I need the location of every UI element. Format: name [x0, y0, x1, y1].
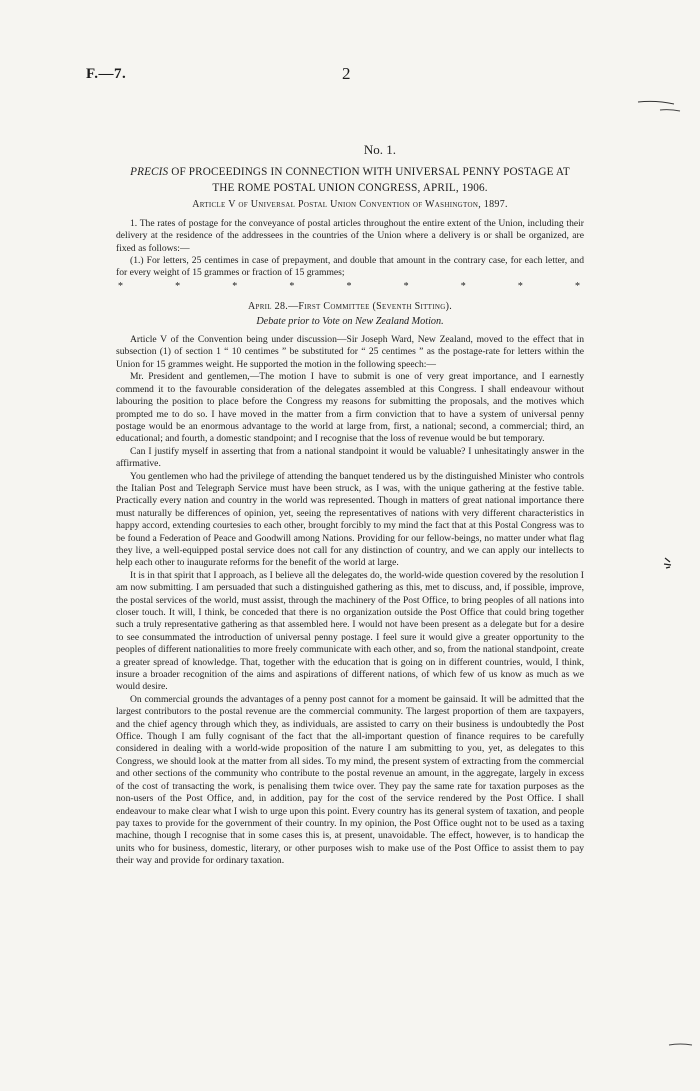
debate-title: Debate prior to Vote on New Zealand Motion. [256, 315, 444, 327]
session-title: April 28.—First Committee (Seventh Sitting). [247, 301, 453, 313]
body-paragraph: You gentlemen who had the privilege of attending the banquet tendered us by the distinguished Minister who controls the Italian Post and Telegraph Service must have been struck, as I was, with the unique gathering at the festive table. Practically every nation and country in the world was represented. Though in matters of great national importance there must naturally be differences of opinion, yet, seeing the representatives of nations with very different characteristics in happy accord, extending courtesies to each other, brought forcibly to my mind the fact that at this Postal Congress was to be found a Federation of Peace and Goodwill among Nations. Providing for our fellow-beings, no matter under what flag they live, a well-equipped postal service does not call for any distinction of country, and we can apply our intellects to help each other to inaugurate reforms for the benefit of the world at large. [116, 470, 584, 569]
margin-stroke-mark-lower [668, 1040, 694, 1050]
heading-precis: PRECIS [130, 166, 169, 179]
asterisk: * [289, 280, 295, 292]
asterisk: * [517, 280, 523, 292]
heading-line-2: THE ROME POSTAL UNION CONGRESS, APRIL, 1906. [212, 182, 488, 195]
heading-line-1: OF PROCEEDINGS IN CONNECTION WITH UNIVERSAL PENNY POSTAGE AT [168, 166, 570, 179]
asterisk: * [346, 280, 352, 292]
body-paragraph: Article V of the Convention being under discussion—Sir Joseph Ward, New Zealand, moved to the effect that in subsection (1) of section 1 “ 10 centimes ” be substituted for “ 25 centimes ” as the postage-rate for letters within the Union for 15 grammes weight. He supported the motion in the following speech:— [116, 334, 584, 370]
document-heading [96, 164, 604, 196]
asterisk: * [403, 280, 409, 292]
margin-stroke-mark [636, 96, 686, 116]
article-title: Article V of Universal Postal Union Convention of Washington, 1897. [192, 199, 508, 211]
body-paragraph: It is in that spirit that I approach, as I believe all the delegates do, the world-wide question covered by the resolution I am now submitting. I am persuaded that such a distinguished gathering as this, met to discuss, and, if possible, improve, the postal services of the world, must assist, through the machinery of the Post Office, to bring peoples of all nations into closer touch. It will, I think, be conceded that there is no organization outside the Post Office that could bring together such a truly representative gathering as that assembled here. I would not have been present as a delegate but for a desire to see consummated the introduction of universal penny postage. I feel sure it would give a greater opportunity to the peoples of different nationalities to more freely communicate with each other, and so, from the national standpoint, create a greater spread of knowledge. That, together with the education that is going on in different countries, would, I think, insure a broader recognition of the aims and aspirations of different nations, of which few of us know as much as we would desire. [116, 569, 584, 693]
asterisk: * [575, 280, 580, 292]
body-paragraph: Can I justify myself in asserting that from a national standpoint it would be valuable? I unhesitatingly answer in the affirmative. [116, 445, 584, 470]
page-number: 2 [342, 64, 351, 83]
document-body [116, 144, 584, 868]
asterisk-separator [116, 280, 580, 295]
document-number: No. 1. [363, 142, 397, 157]
margin-ink-mark [662, 556, 674, 570]
body-paragraph: Mr. President and gentlemen,—The motion I have to submit is one of very great importance, and I earnestly commend it to the favourable consideration of the delegates assembled at this Congress. I shall endeavour without labouring the position to place before the Congress my reasons for submitting the proposals, and the motives which prompted me to do so. I have moved in the matter from a firm conviction that to have a system of universal penny postage would be an enormous advantage to the world at large from, first, a national; second, a commercial; third, an educational; and fourth, a domestic standpoint; and I recognise that the loss of revenue would be but temporary. [116, 371, 584, 445]
article-paragraph-1: 1. The rates of postage for the conveyance of postal articles throughout the entire extent of the Union, including their delivery at the residence of the addressees in the countries of the Union where a delivery is or shall be organized, are fixed as follows:— [116, 217, 584, 254]
asterisk: * [175, 280, 181, 292]
body-paragraph: On commercial grounds the advantages of a penny post cannot for a moment be gainsaid. It will be admitted that the largest contributors to the postal revenue are the commercial community. The largest proportion of them are taxpayers, and the chief agency through which they, as individuals, are assisted to carry on their business is undoubtedly the Post Office. Though I am fully cognisant of the fact that the all-important question of finance requires to be carefully considered in dealing with a world-wide proposition of the nature I am submitting to you, yet, as delegates to this Congress, we should look at the matter from all sides. To my mind, the present system of extracting from the commercial and other sections of the community who contribute to the postal revenue an amount, in the aggregate, largely in excess of the cost of transacting the work, is penalising them twice over. They pay the same rate for taxation purposes as the non-users of the Post Office, and, in addition, pay for the cost of the service rendered by the Post Office. I shall endeavour to make clear what I wish to urge upon this point. Every country has its general system of taxation, and people pay taxes to provide for the government of their country. In my opinion, the Post Office ought not to be used as a taxing machine, though I recognise that in some cases this is, at present, unavoidable. The effect, however, is to handicap the units who for business, domestic, literary, or other purposes wish to make use of the Post Office to assist them to pay their way and provide for ordinary taxation. [116, 693, 584, 867]
article-paragraph-2: (1.) For letters, 25 centimes in case of prepayment, and double that amount in the contrary case, for each letter, and for every weight of 15 grammes or fraction of 15 grammes; [116, 255, 584, 279]
asterisk: * [232, 280, 238, 292]
document-reference: F.—7. [86, 66, 127, 82]
asterisk: * [118, 280, 123, 292]
asterisk: * [460, 280, 466, 292]
